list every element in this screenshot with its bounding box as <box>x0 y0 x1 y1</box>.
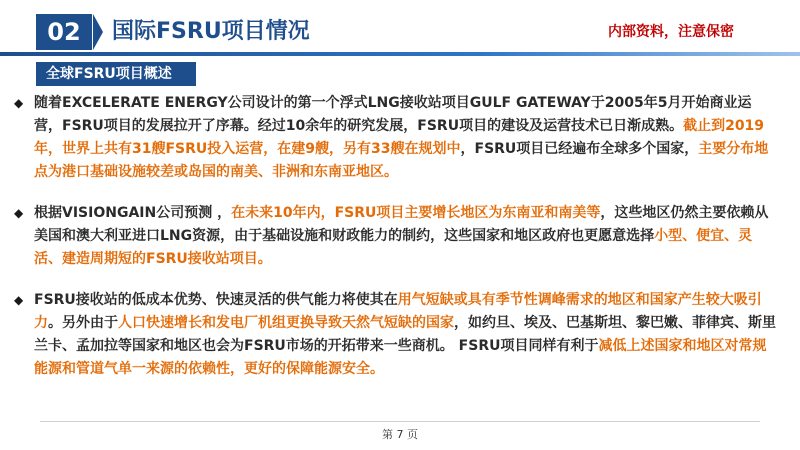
highlighted-text: 截止到2019年，世界上共有31艘FSRU投入运营，在建9艘，另有33艘在规划中 <box>34 118 765 157</box>
body-text: 根据VISIONGAIN公司预测 ， <box>34 205 232 221</box>
body-text: ，这些地区仍然主要依赖从美国和澳大利亚进口LNG资源，由于基础设施和财政能力的制约，这些国家和地区政府也更愿意选择 <box>34 205 769 244</box>
highlighted-text: 用气短缺或具有季节性调峰需求的地区和国家产生较大吸引力 <box>34 292 762 331</box>
body-text: FSRU接收站的低成本优势、快速灵活的供气能力将使其在 <box>34 292 398 308</box>
section-number: 02 <box>36 14 92 50</box>
page-number: 第 7 页 <box>382 428 418 441</box>
bullet-list <box>14 92 778 399</box>
body-text: 。另外由于 <box>48 315 118 331</box>
slide-header <box>0 0 800 60</box>
body-text: 随着EXCELERATE ENERGY公司设计的第一个浮式LNG接收站项目GULF GATEWAY于2005年5月开始商业运营，FSRU项目的发展拉开了序幕。经过10余年的研究发展，FSRU项目的建设及运营技术已日渐成熟。 <box>34 95 752 134</box>
highlighted-text: 在未来10年内，FSRU项目主要增长地区为东南亚和南美等 <box>231 205 601 221</box>
section-tag: 全球FSRU项目概述 <box>36 62 196 86</box>
chevron-arrow-icon <box>93 14 103 50</box>
body-text: ，FSRU项目已经遍布全球多个国家， <box>460 141 699 157</box>
body-text: ，如约旦、埃及、巴基斯坦、黎巴嫩、菲律宾、斯里兰卡、孟加拉等国家和地区也会为FSRU市场的开拓带来一些商机。 FSRU项目同样有利于 <box>34 315 776 354</box>
highlighted-text: 减低上述国家和地区对常规能源和管道气单一来源的依赖性，更好的保障能源安全。 <box>34 338 767 377</box>
confidential-notice: 内部资料，注意保密 <box>608 24 734 40</box>
footer-divider <box>40 421 760 422</box>
highlighted-text: 主要分布地点为港口基础设施较差或岛国的南美、非洲和东南亚地区。 <box>34 141 769 180</box>
highlighted-text: 小型、便宜、灵活、建造周期短的FSRU接收站项目。 <box>34 228 753 267</box>
slide-title: 国际FSRU项目情况 <box>112 19 310 44</box>
highlighted-text: 人口快速增长和发电厂机组更换导致天然气短缺的国家 <box>118 315 454 331</box>
header-divider <box>0 52 800 56</box>
bullet-paragraph <box>14 289 778 381</box>
bullet-paragraph <box>14 92 778 184</box>
bullet-paragraph <box>14 202 778 271</box>
